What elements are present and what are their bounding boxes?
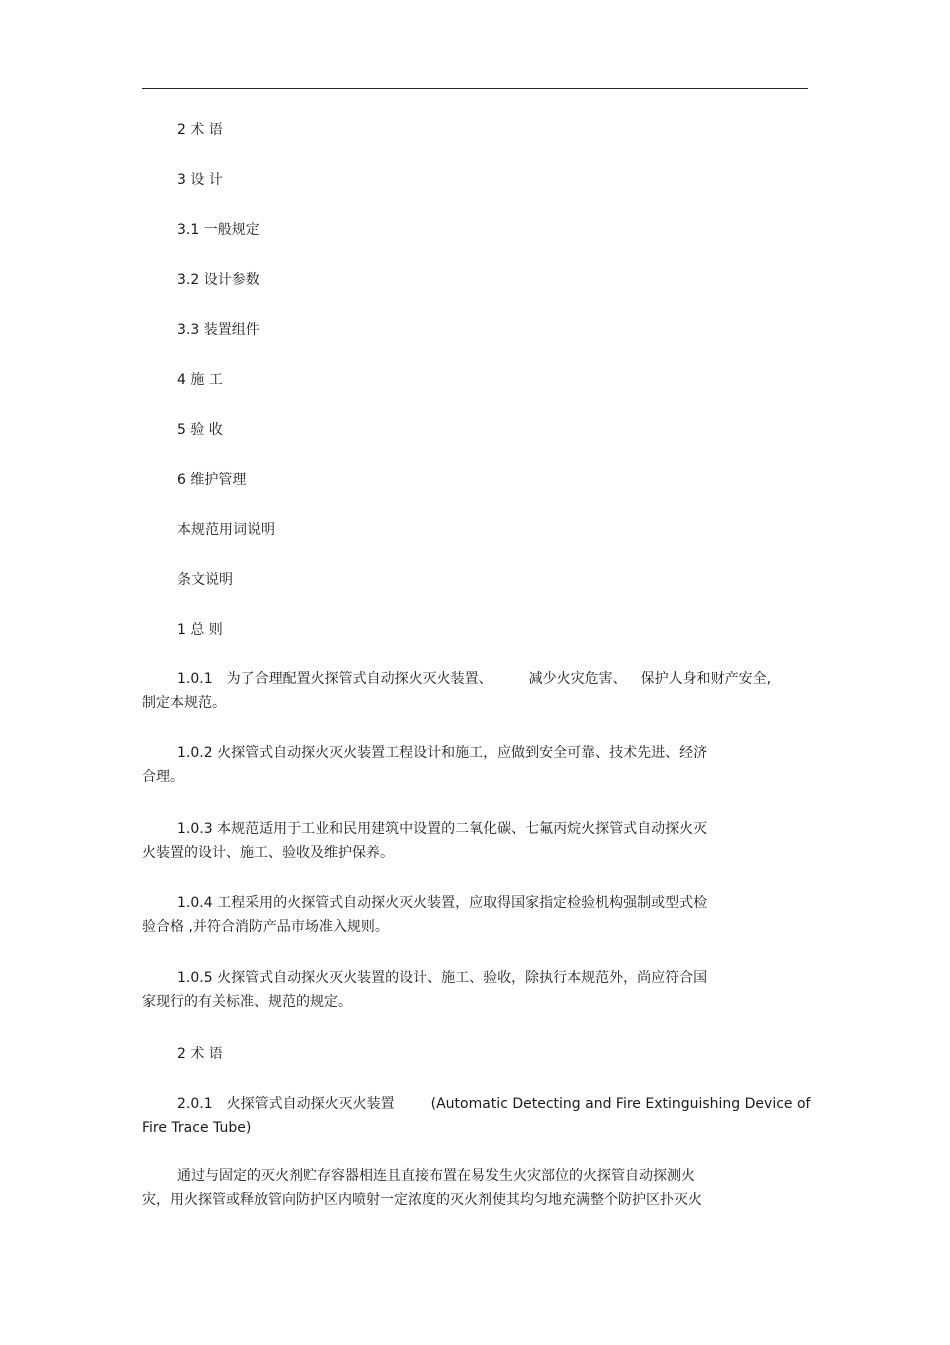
- paragraph-definition-body: [142, 1164, 808, 1212]
- paragraph-1-0-2: [142, 741, 808, 789]
- paragraph-1-0-1: [142, 667, 808, 715]
- toc-item: 3.3 装置组件: [177, 322, 260, 338]
- toc-item: 4 施 工: [177, 372, 223, 388]
- paragraph-2-0-1: [142, 1092, 811, 1140]
- paragraph-continuation: 灾，用火探管或释放管向防护区内喷射一定浓度的灭火剂使其均匀地充满整个防护区扑灭火: [142, 1192, 702, 1208]
- toc-item: 5 验 收: [177, 422, 223, 438]
- paragraph-first-line: 1.0.5 火探管式自动探火灭火装置的设计、施工、验收，除执行本规范外，尚应符合国: [177, 970, 708, 986]
- paragraph-first-line: 1.0.3 本规范适用于工业和民用建筑中设置的二氧化碳、七氟丙烷火探管式自动探火灭: [177, 821, 708, 837]
- paragraph-first-line: 通过与固定的灭火剂贮存容器相连且直接布置在易发生火灾部位的火探管自动探测火: [177, 1168, 695, 1184]
- toc-item: 本规范用词说明: [177, 522, 275, 538]
- paragraph-1-0-4: [142, 891, 808, 939]
- toc-item: 2 术 语: [177, 122, 223, 138]
- toc-item: 3 设 计: [177, 172, 223, 188]
- paragraph-continuation: 验合格 ,并符合消防产品市场准入规则。: [142, 919, 389, 935]
- toc-item: 条文说明: [177, 572, 233, 588]
- paragraph-first-line: 1.0.4 工程采用的火探管式自动探火灭火装置，应取得国家指定检验机构强制或型式检: [177, 895, 708, 911]
- toc-item: 6 维护管理: [177, 472, 247, 488]
- paragraph-continuation: 制定本规范。: [142, 695, 226, 711]
- paragraph-1-0-5: [142, 966, 808, 1014]
- paragraph-first-line: 1.0.1 为了合理配置火探管式自动探火灭火装置、 减少火灾危害、 保护人身和财产安全,: [177, 671, 772, 687]
- paragraph-continuation: 合理。: [142, 769, 184, 785]
- paragraph-continuation: 家现行的有关标准、规范的规定。: [142, 994, 352, 1010]
- paragraph-continuation: 火装置的设计、施工、验收及维护保养。: [142, 845, 394, 861]
- toc-item: 3.1 一般规定: [177, 222, 260, 238]
- paragraph-continuation: Fire Trace Tube): [142, 1120, 252, 1136]
- section-heading-1: 1 总 则: [177, 622, 223, 638]
- toc-item: 3.2 设计参数: [177, 272, 260, 288]
- section-heading-2: 2 术 语: [177, 1046, 223, 1062]
- paragraph-first-line: 1.0.2 火探管式自动探火灭火装置工程设计和施工，应做到安全可靠、技术先进、经济: [177, 745, 708, 761]
- paragraph-1-0-3: [142, 817, 808, 865]
- paragraph-first-line: 2.0.1 火探管式自动探火灭火装置 (Automatic Detecting and Fire Extinguishing Device of: [177, 1096, 811, 1112]
- header-rule: [142, 88, 808, 89]
